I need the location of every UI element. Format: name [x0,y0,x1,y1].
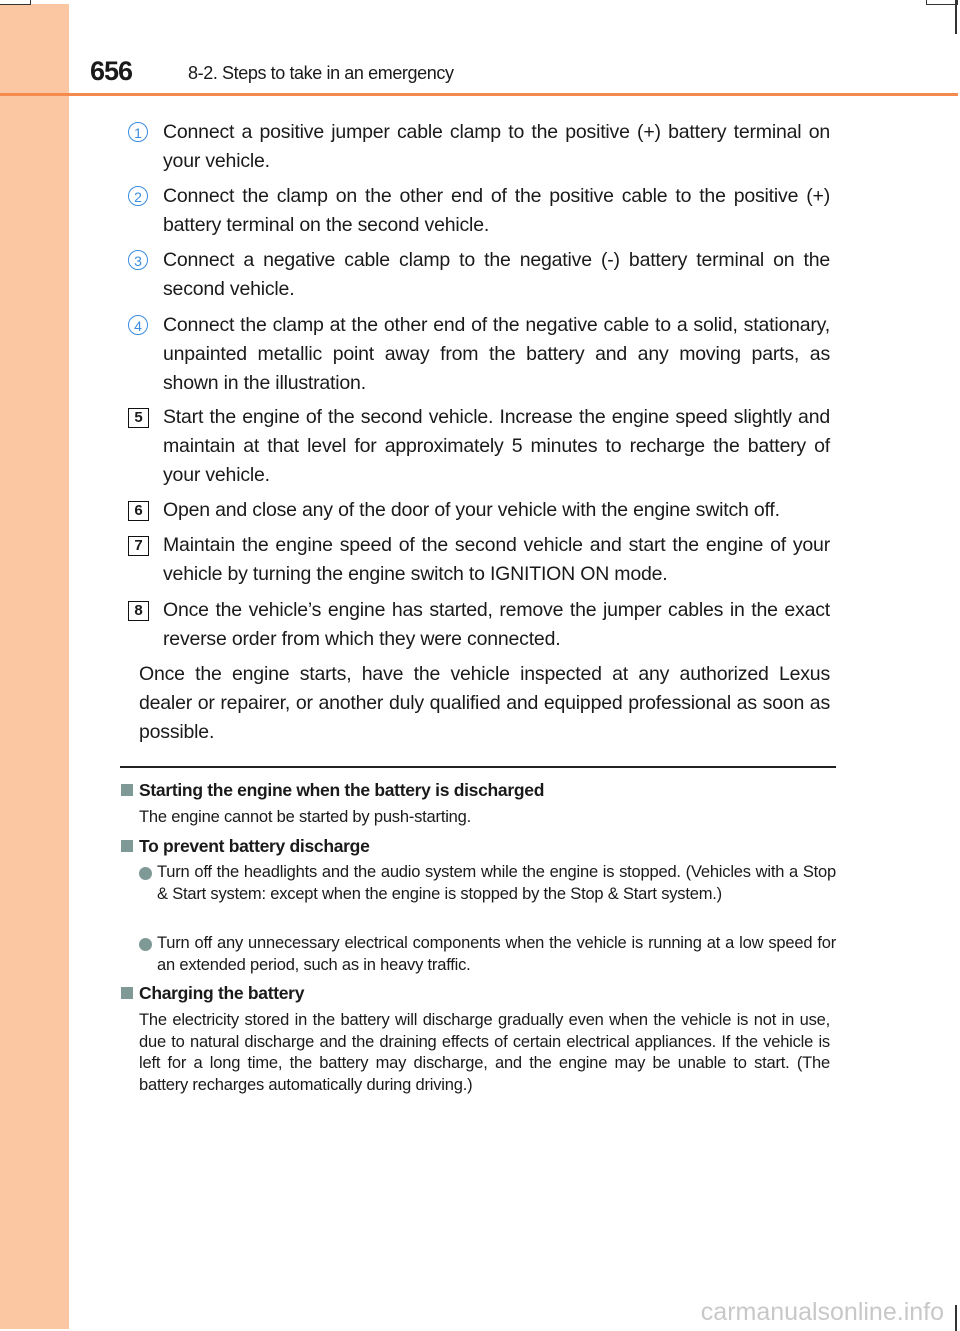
step-marker: 1 [128,122,148,142]
step-marker: 8 [128,601,149,621]
step-marker: 4 [128,315,148,335]
round-bullet-icon [139,867,152,880]
step-text: Connect the clamp on the other end of the positive cable to the positive (+) battery terminal on the second vehicle. [163,185,830,236]
section-title: 8-2. Steps to take in an emergency [188,63,454,83]
step-text: Connect the clamp at the other end of the negative cable to a solid, stationary, unpainted metallic point away from the battery and any moving parts, as shown in the illustration. [163,314,830,394]
square-bullet-icon [121,784,133,796]
square-bullet-icon [121,987,133,999]
step-text: Once the vehicle’s engine has started, remove the jumper cables in the exact reverse order from which they were connected. [163,599,830,650]
note-bullet: Turn off any unnecessary electrical components when the vehicle is running at a low speed for an extended period, such as in heavy traffic. [139,933,836,976]
step-marker: 3 [128,250,148,270]
square-bullet-icon [121,840,133,852]
step-text: Connect a positive jumper cable clamp to the positive (+) battery terminal on your vehicle. [163,121,830,172]
note-heading: Starting the engine when the battery is discharged [121,779,544,801]
chapter-sidebar-tab [0,4,69,1329]
step-marker: 5 [128,408,149,428]
crop-mark [0,0,31,5]
watermark: carmanualsonline.info [700,1298,944,1326]
step-text: Connect a negative cable clamp to the negative (-) battery terminal on the second vehicle. [163,249,830,300]
note-heading: Charging the battery [121,982,304,1004]
header-rule [0,93,958,96]
step-text: Start the engine of the second vehicle. Increase the engine speed slightly and maintain at that level for approximately 5 minutes to recharge the battery of your vehicle. [163,406,830,486]
notes-divider [120,766,836,768]
page-number: 656 [90,56,133,86]
note-heading: To prevent battery discharge [121,835,370,857]
note-body: The electricity stored in the battery will discharge gradually even when the vehicle is not in use, due to natural discharge and the draining effects of certain electrical appliances. If the vehicle is left for a long time, the battery may discharge, and the engine may be unable to start. (The battery recharges automatically during driving.) [139,1011,830,1094]
round-bullet-icon [139,938,152,951]
step-marker: 2 [128,186,148,206]
note-bullet: Turn off the headlights and the audio system while the engine is stopped. (Vehicles with a Stop & Start system: except when the engine is stopped by the Stop & Start system.) [139,862,836,905]
crop-mark [955,0,957,34]
crop-mark [955,1305,957,1331]
closing-paragraph: Once the engine starts, have the vehicle inspected at any authorized Lexus dealer or repairer, or another duly qualified and equipped professional as soon as possible. [139,663,830,743]
note-body: The engine cannot be started by push-starting. [139,808,472,826]
step-marker: 6 [128,501,149,521]
step-marker: 7 [128,536,149,556]
step-text: Open and close any of the door of your vehicle with the engine switch off. [163,499,780,521]
step-text: Maintain the engine speed of the second vehicle and start the engine of your vehicle by turning the engine switch to IGNITION ON mode. [163,534,830,585]
crop-mark [926,0,958,5]
